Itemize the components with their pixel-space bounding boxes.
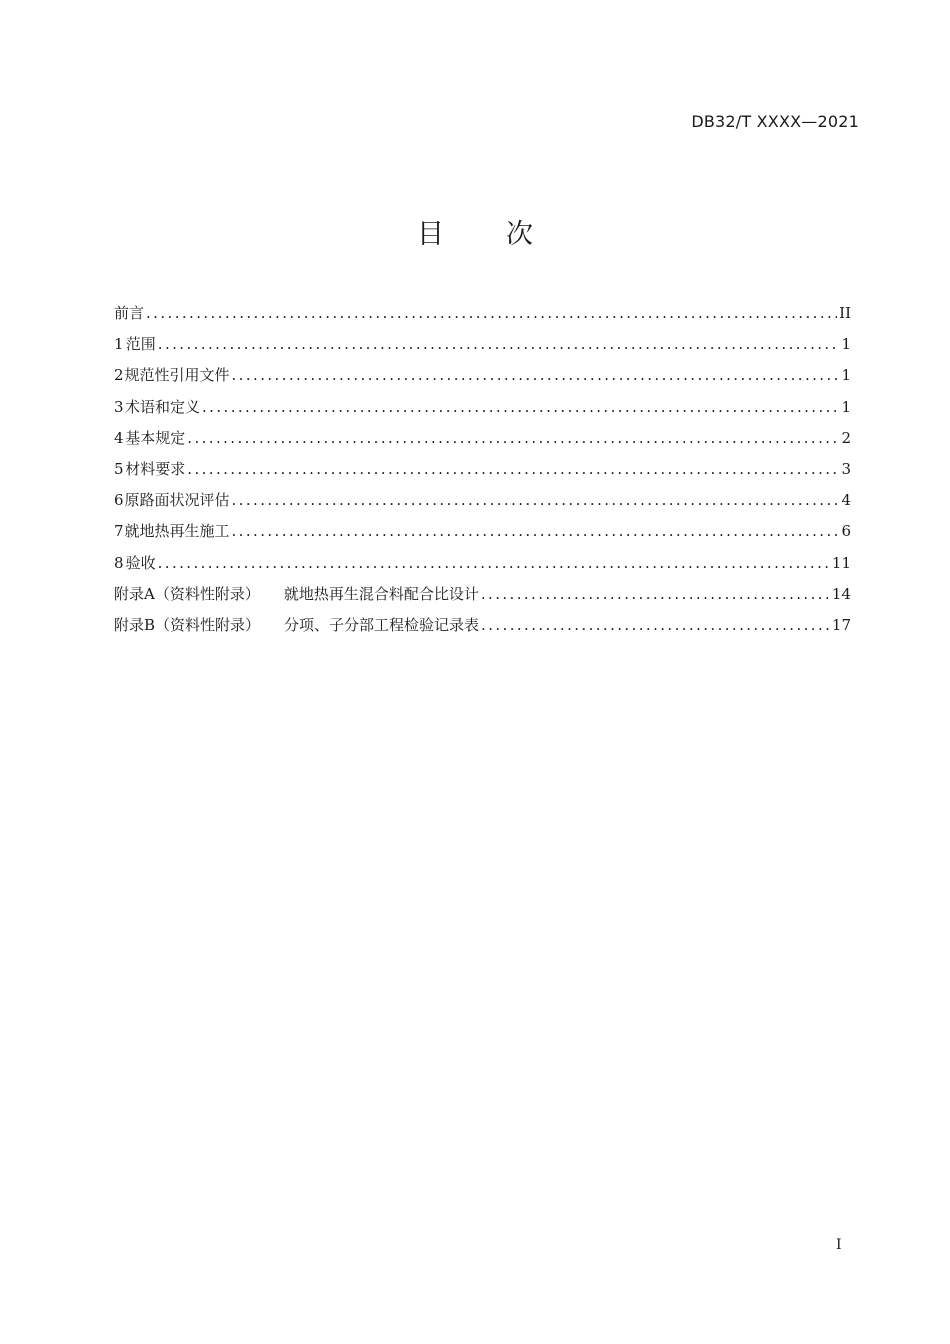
toc-entry-label: 原路面状况评估: [124, 491, 230, 510]
toc-entry-page: 14: [831, 584, 851, 603]
toc-entry-label: 术语和定义: [125, 397, 201, 416]
toc-leader-dots: [185, 454, 839, 485]
toc-entry-acceptance[interactable]: [114, 548, 851, 579]
toc-leader-dots: [230, 516, 840, 547]
toc-entry-hot-in-place-construction[interactable]: [114, 516, 851, 547]
toc-entry-number: 3: [114, 397, 124, 416]
toc-entry-scope[interactable]: [114, 329, 851, 360]
toc-entry-appendix-prefix: 附录A（资料性附录）: [114, 584, 260, 603]
toc-entry-label: 分项、子分部工程检验记录表: [284, 615, 480, 634]
table-of-contents: [114, 298, 851, 641]
toc-leader-dots: [185, 423, 839, 454]
toc-entry-number: 4: [114, 428, 124, 447]
toc-entry-label: 就地热再生混合料配合比设计: [283, 584, 479, 603]
toc-entry-number: 1: [114, 335, 124, 354]
toc-entry-label: 前言: [114, 304, 145, 322]
toc-leader-dots: [156, 329, 840, 360]
toc-entry-page: 17: [831, 615, 851, 634]
toc-entry-material-requirements[interactable]: [114, 454, 851, 485]
toc-entry-terms-definitions[interactable]: [114, 392, 851, 423]
document-code: DB32/T XXXX—2021: [691, 112, 859, 131]
toc-entry-page: II: [839, 304, 851, 322]
toc-entry-page: 1: [841, 397, 851, 416]
toc-entry-appendix-a[interactable]: [114, 579, 851, 610]
toc-entry-page: 2: [841, 428, 851, 447]
toc-entry-basic-provisions[interactable]: [114, 423, 851, 454]
toc-leader-dots: [156, 548, 830, 579]
toc-entry-page: 1: [841, 335, 851, 354]
toc-title: [0, 212, 950, 251]
toc-entry-label: 基本规定: [125, 428, 186, 447]
toc-leader-dots: [479, 610, 830, 641]
toc-entry-page: 6: [841, 522, 851, 541]
toc-entry-number: 6: [114, 491, 124, 510]
toc-entry-page: 11: [831, 553, 851, 572]
toc-leader-dots: [230, 485, 840, 516]
toc-entry-foreword[interactable]: [114, 298, 851, 329]
toc-entry-number: 5: [114, 459, 124, 478]
toc-entry-label: 就地热再生施工: [124, 522, 230, 541]
toc-entry-appendix-b[interactable]: [114, 610, 851, 641]
toc-entry-label: 验收: [125, 553, 156, 572]
toc-entry-page: 3: [841, 459, 851, 478]
toc-entry-label: 材料要求: [125, 459, 186, 478]
toc-leader-dots: [479, 579, 830, 610]
toc-entry-normative-references[interactable]: [114, 360, 851, 391]
toc-entry-number: 7: [114, 522, 124, 541]
toc-title-part1: 目: [417, 219, 444, 250]
toc-entry-label: 规范性引用文件: [124, 366, 230, 385]
toc-entry-page: 1: [841, 366, 851, 385]
toc-title-part2: 次: [506, 219, 533, 250]
toc-entry-appendix-prefix: 附录B（资料性附录）: [114, 615, 261, 634]
toc-leader-dots: [200, 392, 839, 423]
toc-entry-label: 范围: [125, 335, 156, 354]
toc-entry-number: 2: [114, 366, 124, 385]
toc-leader-dots: [144, 298, 837, 329]
toc-entry-number: 8: [114, 553, 124, 572]
toc-entry-page: 4: [841, 491, 851, 510]
page-number: I: [836, 1237, 842, 1253]
toc-leader-dots: [230, 360, 840, 391]
toc-entry-pavement-assessment[interactable]: [114, 485, 851, 516]
